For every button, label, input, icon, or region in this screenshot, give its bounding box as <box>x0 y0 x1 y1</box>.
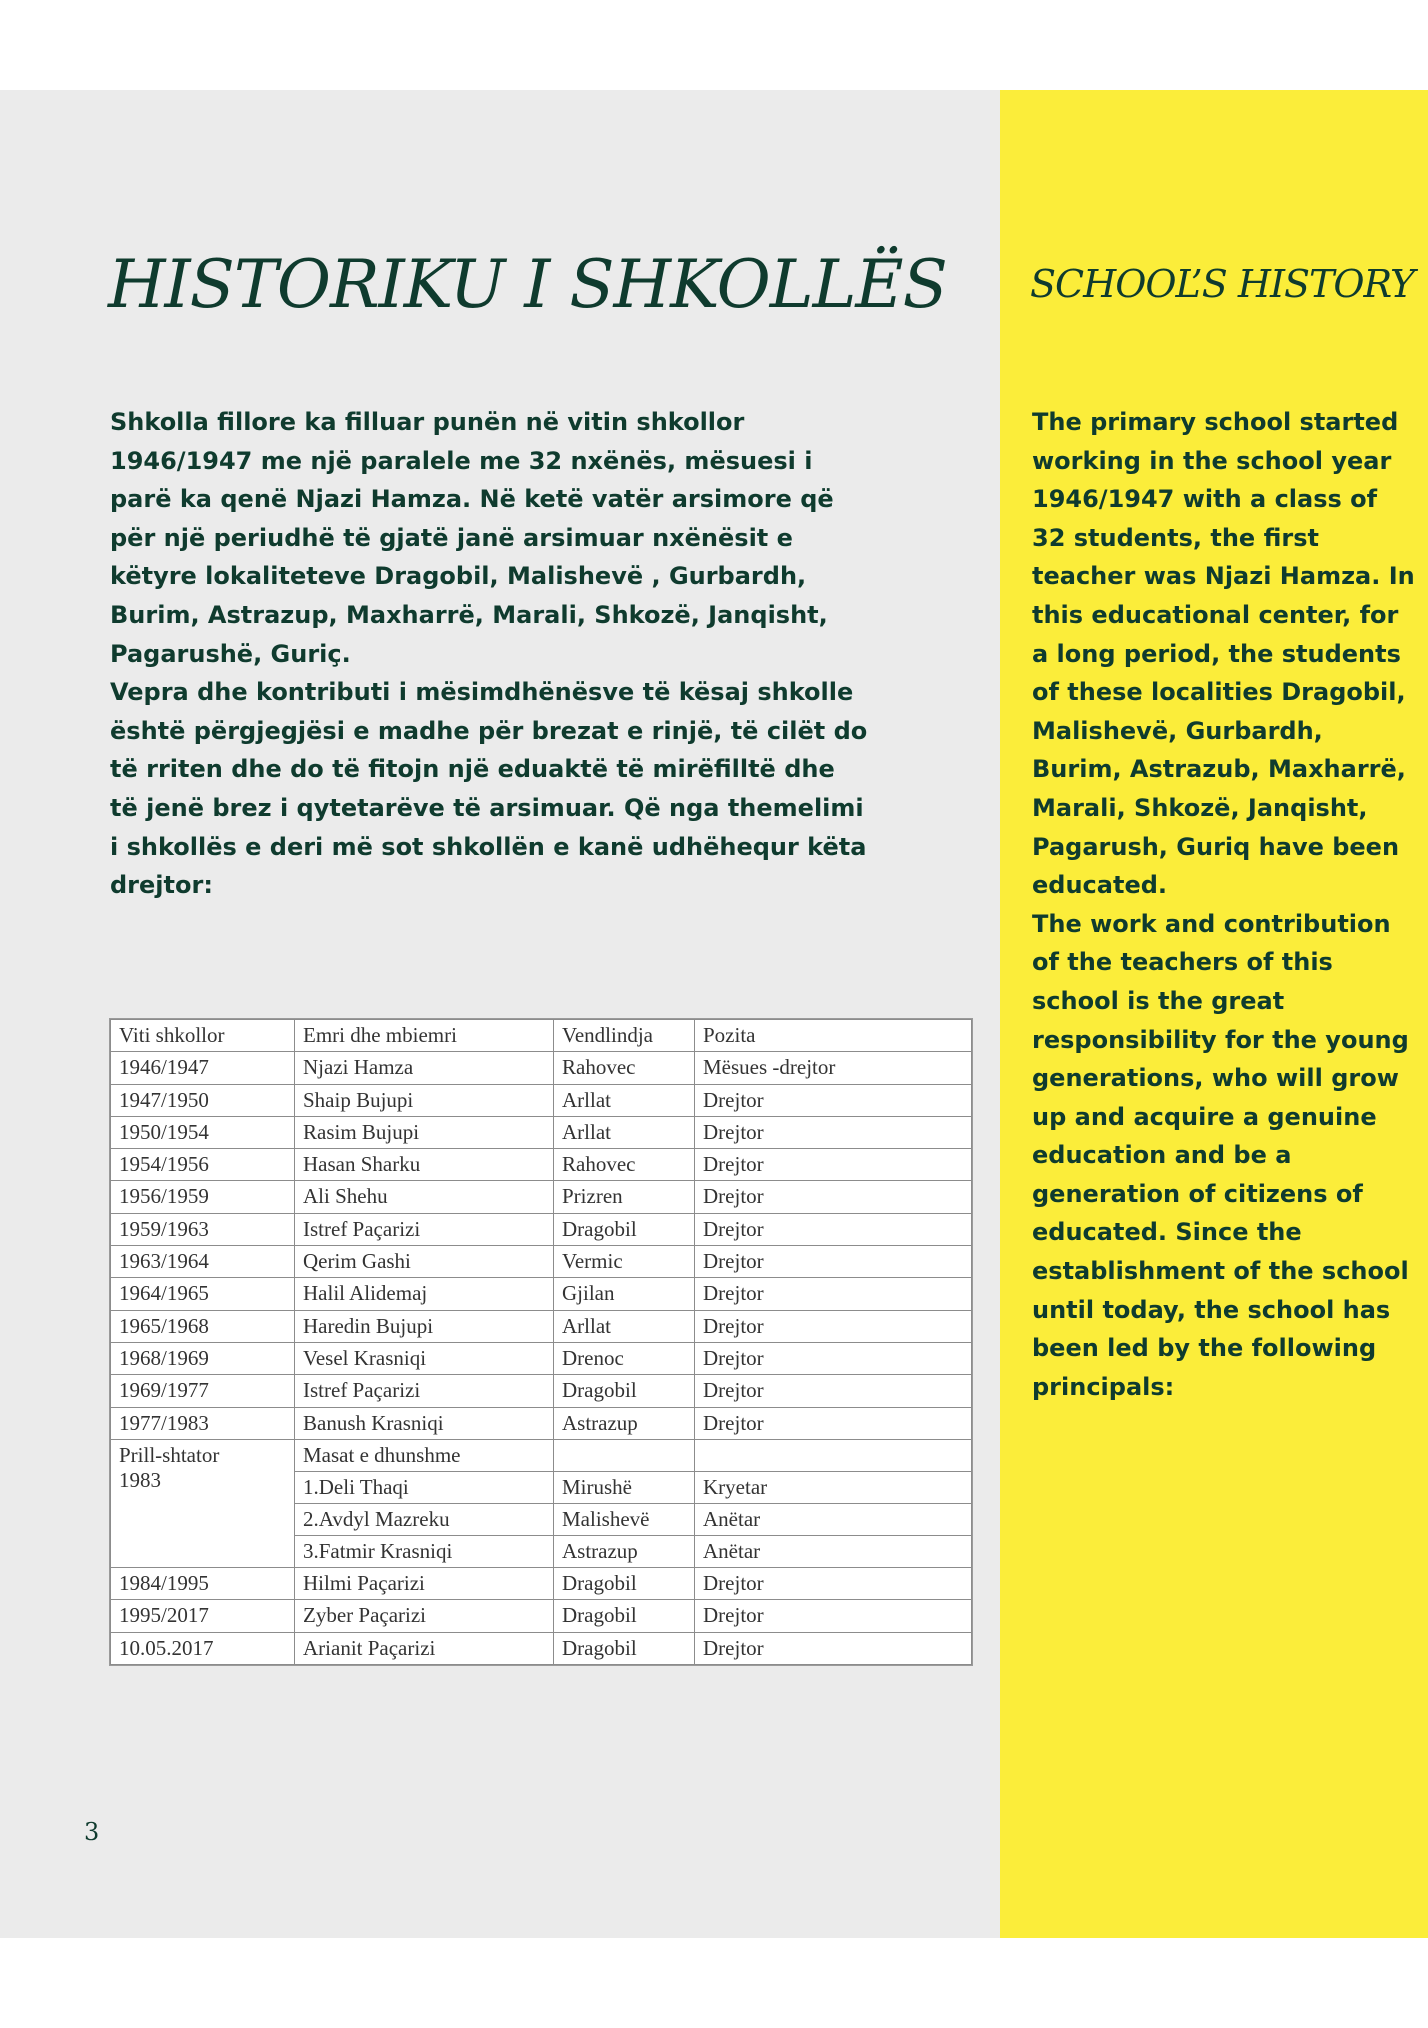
cell-name: Vesel Krasniqi <box>295 1342 554 1374</box>
cell-name: Hilmi Paçarizi <box>295 1568 554 1600</box>
table-row <box>111 1568 972 1600</box>
cell-school-year: 10.05.2017 <box>111 1632 295 1664</box>
cell-school-year: 1946/1947 <box>111 1052 295 1084</box>
table-row <box>111 1149 972 1181</box>
cell-school-year: 1965/1968 <box>111 1310 295 1342</box>
table-row <box>111 1632 972 1664</box>
cell-name: Istref Paçarizi <box>295 1213 554 1245</box>
cell-position: Drejtor <box>695 1342 972 1374</box>
table-row <box>111 1213 972 1245</box>
table-row <box>111 1246 972 1278</box>
cell-position: Drejtor <box>695 1600 972 1632</box>
table-header-row <box>111 1020 972 1052</box>
cell-position: Mësues -drejtor <box>695 1052 972 1084</box>
table-row <box>111 1278 972 1310</box>
table-row <box>111 1181 972 1213</box>
cell-school-year: 1956/1959 <box>111 1181 295 1213</box>
header-position: Pozita <box>695 1020 972 1052</box>
cell-position: Drejtor <box>695 1407 972 1439</box>
cell-name: Njazi Hamza <box>295 1052 554 1084</box>
cell-birthplace: Dragobil <box>554 1568 695 1600</box>
cell-name: Halil Alidemaj <box>295 1278 554 1310</box>
cell-position: Drejtor <box>695 1084 972 1116</box>
cell-position: Drejtor <box>695 1375 972 1407</box>
cell-name: Haredin Bujupi <box>295 1310 554 1342</box>
cell-name: Arianit Paçarizi <box>295 1632 554 1664</box>
principals-table-grid <box>110 1019 972 1665</box>
cell-name: Qerim Gashi <box>295 1246 554 1278</box>
albanian-history-text <box>110 403 870 905</box>
cell-birthplace: Arllat <box>554 1084 695 1116</box>
cell-name: Ali Shehu <box>295 1181 554 1213</box>
page-number: 3 <box>84 1818 100 1846</box>
cell-birthplace: Astrazup <box>554 1407 695 1439</box>
cell-position: Drejtor <box>695 1246 972 1278</box>
side-title: SCHOOL’S HISTORY <box>1030 262 1415 306</box>
cell-birthplace: Gjilan <box>554 1278 695 1310</box>
header-school-year: Viti shkollor <box>111 1020 295 1052</box>
cell-member-birthplace: Mirushë <box>554 1472 695 1504</box>
cell-position: Drejtor <box>695 1568 972 1600</box>
cell-birthplace: Vermic <box>554 1246 695 1278</box>
cell-birthplace: Dragobil <box>554 1213 695 1245</box>
cell-empty <box>695 1439 972 1471</box>
cell-member-name: 3.Fatmir Krasniqi <box>295 1536 554 1568</box>
table-row <box>111 1116 972 1148</box>
cell-birthplace: Dragobil <box>554 1632 695 1664</box>
table-row <box>111 1310 972 1342</box>
cell-school-year: 1964/1965 <box>111 1278 295 1310</box>
cell-school-year: 1954/1956 <box>111 1149 295 1181</box>
cell-school-year: 1968/1969 <box>111 1342 295 1374</box>
cell-school-year: 1977/1983 <box>111 1407 295 1439</box>
cell-member-name: 1.Deli Thaqi <box>295 1472 554 1504</box>
cell-member-birthplace: Astrazup <box>554 1536 695 1568</box>
table-row <box>111 1084 972 1116</box>
cell-name: Zyber Paçarizi <box>295 1600 554 1632</box>
cell-birthplace: Dragobil <box>554 1375 695 1407</box>
table-row <box>111 1052 972 1084</box>
cell-member-role: Kryetar <box>695 1472 972 1504</box>
table-body <box>111 1052 972 1665</box>
history-paragraph-1: Shkolla fillore ka filluar punën në vitin shkollor 1946/1947 me një paralele me 32 nxënës, mësuesi i parë ka qenë Njazi Hamza. Në ketë vatër arsimore që për një periudhë të gjatë janë arsimuar nxënësit e këtyre lokaliteteve Dragobil, Malishevë , Gurbardh, Burim, Astrazup, Maxharrë, Marali, Shkozë, Janqisht, Pagarushë, Guriç. <box>110 408 834 668</box>
cell-position: Drejtor <box>695 1278 972 1310</box>
cell-name: Hasan Sharku <box>295 1149 554 1181</box>
history-paragraph-2: Vepra dhe kontributi i mësimdhënësve të kësaj shkolle është përgjegjësi e madhe për brezat e rinjë, të cilët do të rriten dhe do të fitojn një eduaktë të mirëfilltë dhe të jenë brez i qytetarëve të arsimuar. Që nga themelimi i shkollës e deri më sot shkollën e kanë udhëhequr këta drejtor: <box>110 678 868 900</box>
cell-name: Rasim Bujupi <box>295 1116 554 1148</box>
cell-birthplace: Arllat <box>554 1116 695 1148</box>
cell-name: Istref Paçarizi <box>295 1375 554 1407</box>
cell-position: Drejtor <box>695 1310 972 1342</box>
cell-birthplace: Dragobil <box>554 1600 695 1632</box>
cell-group-label: Masat e dhunshme <box>295 1439 554 1471</box>
cell-birthplace: Arllat <box>554 1310 695 1342</box>
cell-position: Drejtor <box>695 1181 972 1213</box>
english-history-text <box>1032 403 1417 1406</box>
group-period-line-2: 1983 <box>119 1467 161 1492</box>
cell-school-year: 1947/1950 <box>111 1084 295 1116</box>
cell-member-role: Anëtar <box>695 1504 972 1536</box>
cell-birthplace: Rahovec <box>554 1052 695 1084</box>
cell-position: Drejtor <box>695 1116 972 1148</box>
group-period-line-1: Prill-shtator <box>119 1442 220 1467</box>
cell-school-year: 1959/1963 <box>111 1213 295 1245</box>
cell-school-year: 1963/1964 <box>111 1246 295 1278</box>
table-row <box>111 1407 972 1439</box>
cell-school-year: 1950/1954 <box>111 1116 295 1148</box>
table-row <box>111 1600 972 1632</box>
cell-position: Drejtor <box>695 1632 972 1664</box>
cell-member-name: 2.Avdyl Mazreku <box>295 1504 554 1536</box>
table-row <box>111 1342 972 1374</box>
cell-birthplace: Rahovec <box>554 1149 695 1181</box>
page-title: HISTORIKU I SHKOLLËS <box>108 246 947 323</box>
principals-table <box>109 1018 973 1666</box>
cell-position: Drejtor <box>695 1149 972 1181</box>
side-paragraph-2: The work and contribution of the teachers of this school is the great responsibility for the young generations, who will grow up and acquire a genuine education and be a generation of citizens of educated. Since the establishment of the school until today, the school has been led by the following principals: <box>1032 909 1409 1401</box>
cell-school-year: 1995/2017 <box>111 1600 295 1632</box>
cell-birthplace: Drenoc <box>554 1342 695 1374</box>
cell-member-role: Anëtar <box>695 1536 972 1568</box>
cell-school-year: 1984/1995 <box>111 1568 295 1600</box>
side-paragraph-1: The primary school started working in the school year 1946/1947 with a class of 32 students, the first teacher was Njazi Hamza. In this educational center, for a long period, the students of these localities Dragobil, Malishevë, Gurbardh, Burim, Astrazub, Maxharrë, Marali, Shkozë, Janqisht, Pagarush, Guriq have been educated. <box>1032 408 1415 900</box>
cell-position: Drejtor <box>695 1213 972 1245</box>
table-row-group <box>111 1439 972 1471</box>
cell-group-period <box>111 1439 295 1567</box>
cell-name: Banush Krasniqi <box>295 1407 554 1439</box>
header-birthplace: Vendlindja <box>554 1020 695 1052</box>
cell-birthplace: Prizren <box>554 1181 695 1213</box>
cell-school-year: 1969/1977 <box>111 1375 295 1407</box>
cell-member-birthplace: Malishevë <box>554 1504 695 1536</box>
cell-empty <box>554 1439 695 1471</box>
cell-name: Shaip Bujupi <box>295 1084 554 1116</box>
header-name: Emri dhe mbiemri <box>295 1020 554 1052</box>
table-row <box>111 1375 972 1407</box>
